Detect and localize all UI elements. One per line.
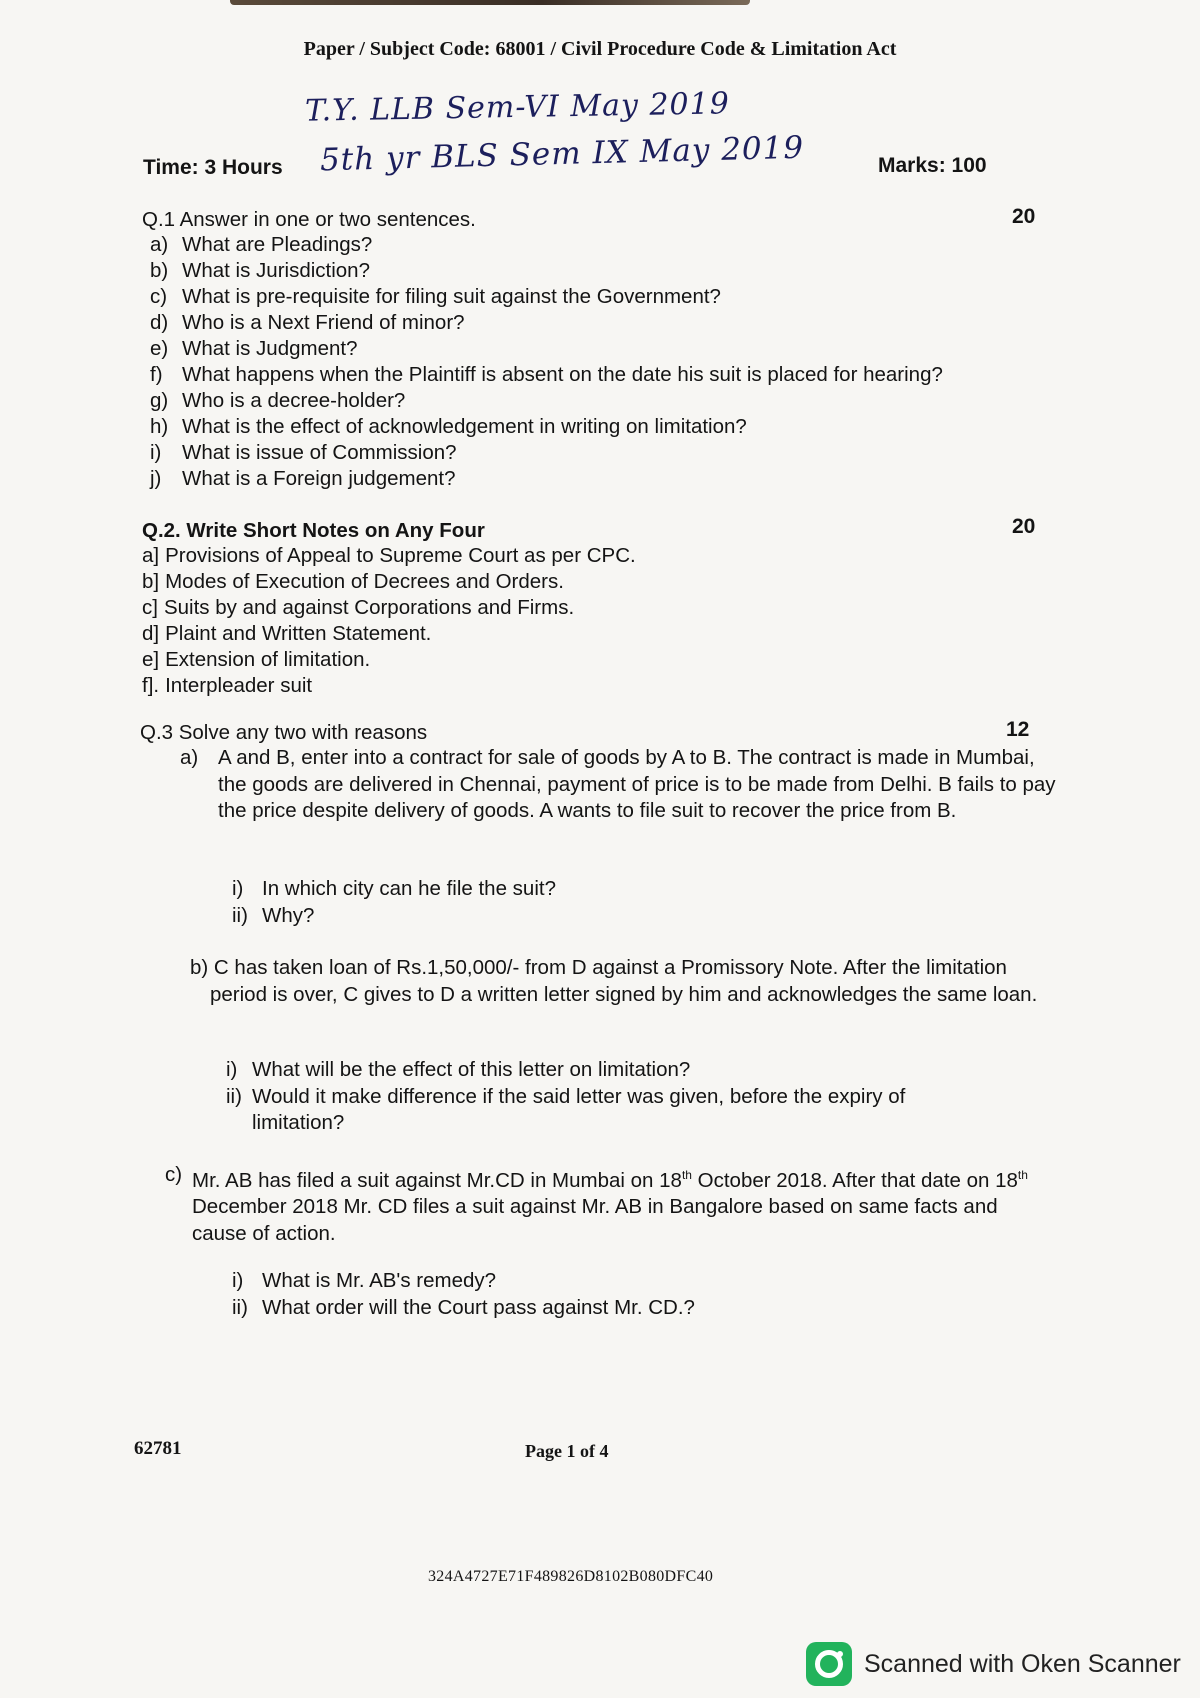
q3a-label: a) xyxy=(180,746,199,769)
q3a-subquestions xyxy=(232,876,556,929)
list-item: a] Provisions of Appeal to Supreme Court as per CPC. xyxy=(142,544,636,567)
oken-scanner-icon xyxy=(806,1642,852,1686)
list-item: ii) Would it make difference if the said letter was given, before the expiry of limitation? xyxy=(226,1084,906,1134)
handwritten-note-line2: 5th yr BLS Sem IX May 2019 xyxy=(319,129,805,179)
paper-header: Paper / Subject Code: 68001 / Civil Procedure Code & Limitation Act xyxy=(303,38,897,60)
list-item: b] Modes of Execution of Decrees and Orders. xyxy=(142,570,564,593)
list-item: e] Extension of limitation. xyxy=(142,648,371,671)
q1-marks: 20 xyxy=(1012,205,1036,228)
paper-number: 62781 xyxy=(134,1438,182,1459)
q2-marks: 20 xyxy=(1012,515,1036,538)
scan-edge-shadow xyxy=(230,0,750,5)
page-indicator: Page 1 of 4 xyxy=(525,1441,609,1461)
q3a-paragraph: a) A and B, enter into a contract for sale of goods by A to B. The contract is made in Mumbai, the goods are delivered in Chennai, payment of price is to be made from Delhi. B fails to pay the price despite delivery of goods. A wants to file suit to recover the price from B. xyxy=(180,746,1056,822)
list-item: i) What will be the effect of this letter on limitation? xyxy=(226,1058,691,1081)
paper-hash: 324A4727E71F489826D8102B080DFC40 xyxy=(428,1568,714,1585)
q3-title: Q.3 Solve any two with reasons xyxy=(140,721,428,744)
q3c-paragraph: c) Mr. AB has filed a suit against Mr.CD in Mumbai on 18th October 2018. After that date on 18th December 2018 Mr. CD files a suit against Mr. AB in Bangalore based on same facts and cause of action. xyxy=(165,1163,1028,1245)
list-item: ii) What order will the Court pass against Mr. CD.? xyxy=(232,1295,695,1319)
q2-title: Q.2. Write Short Notes on Any Four xyxy=(142,519,485,542)
q3c-subquestions xyxy=(232,1268,695,1321)
list-item: f) What happens when the Plaintiff is absent on the date his suit is placed for hearing? xyxy=(150,363,943,386)
list-item: c) What is pre-requisite for filing suit against the Government? xyxy=(150,285,721,308)
list-item: j) What is a Foreign judgement? xyxy=(150,467,456,490)
list-item: g) Who is a decree-holder? xyxy=(150,389,406,412)
q3b-subquestions xyxy=(226,1057,986,1137)
list-item: i) What is issue of Commission? xyxy=(150,441,457,464)
q2-list xyxy=(142,543,636,699)
list-item: a) What are Pleadings? xyxy=(150,233,373,256)
list-item: h) What is the effect of acknowledgement in writing on limitation? xyxy=(150,415,747,438)
list-item: b) What is Jurisdiction? xyxy=(150,259,370,282)
q3c-label: c) xyxy=(165,1163,183,1186)
exam-time: Time: 3 Hours xyxy=(143,156,283,179)
list-item: i) What is Mr. AB's remedy? xyxy=(232,1269,497,1292)
list-item: c] Suits by and against Corporations and Firms. xyxy=(142,596,575,619)
list-item: e) What is Judgment? xyxy=(150,337,358,360)
list-item: d) Who is a Next Friend of minor? xyxy=(150,311,465,334)
q1-title: Q.1 Answer in one or two sentences. xyxy=(142,208,476,231)
list-item: f]. Interpleader suit xyxy=(142,674,313,697)
exam-marks: Marks: 100 xyxy=(878,154,987,177)
scanner-watermark xyxy=(806,1642,1181,1686)
list-item: d] Plaint and Written Statement. xyxy=(142,622,432,645)
q1-list xyxy=(150,232,943,492)
scanner-label: Scanned with Oken Scanner xyxy=(864,1649,1181,1678)
list-item: ii) Why? xyxy=(232,903,315,927)
q3-marks: 12 xyxy=(1006,718,1030,741)
handwritten-note-line1: T.Y. LLB Sem-VI May 2019 xyxy=(304,86,731,129)
list-item: i) In which city can he file the suit? xyxy=(232,877,556,900)
q3b-paragraph: b) C has taken loan of Rs.1,50,000/- from D against a Promissory Note. After the limitation period is over, C gives to D a written letter signed by him and acknowledges the same loan. xyxy=(190,956,1038,1006)
